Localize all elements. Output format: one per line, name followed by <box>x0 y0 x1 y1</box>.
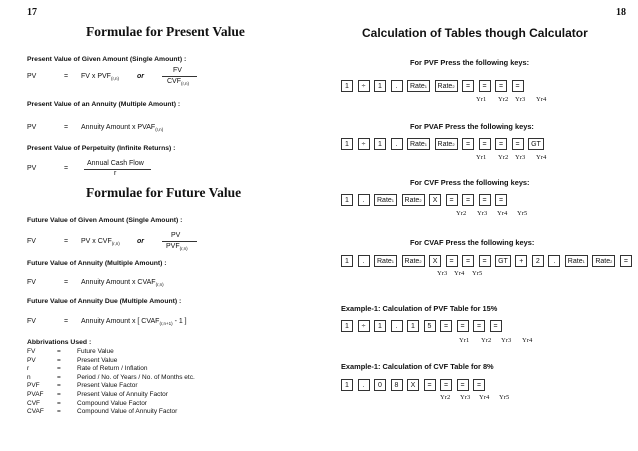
year-label: Yr5 <box>472 270 483 277</box>
year-label: Yr4 <box>454 270 465 277</box>
cvaf-lhs: FV <box>27 279 36 286</box>
pvaf-rhs: Annuity Amount x $PVAF_{(r,n)}$ <box>81 124 164 132</box>
year-label: Yr4 <box>536 154 547 161</box>
cvaf-keys <box>341 255 632 267</box>
calculator-key: GT <box>528 138 544 150</box>
cvaf-eq: = <box>64 279 69 286</box>
calculator-key: = <box>512 138 524 150</box>
abbreviation-row <box>27 357 195 366</box>
calculator-key: . <box>391 80 403 92</box>
abbr-value: Present Value of Annuity Factor <box>77 390 168 398</box>
page-number-left: 17 <box>27 7 37 18</box>
abbr-value: Compound Value Factor <box>77 399 147 407</box>
year-label: Yr5 <box>517 210 528 217</box>
calculator-key: = <box>440 379 452 391</box>
abbr-eq: = <box>57 348 61 355</box>
fv-formula-part1: PV x $CVF_{(r,n)}$ <box>81 238 120 246</box>
pvf-keys <box>341 80 524 92</box>
heading-future-value: Formulae for Future Value <box>86 185 242 200</box>
due-lhs: FV <box>27 318 36 325</box>
section-pv-annuity: Present Value of an Annuity (Multiple Amount) : <box>27 101 181 108</box>
abbreviations-title: Abbrivations Used : <box>27 339 92 346</box>
year-label: Yr2 <box>498 96 509 103</box>
abbr-eq: = <box>57 390 61 398</box>
section-annuity-due: Future Value of Annuity Due (Multiple Amount) : <box>27 298 182 305</box>
abbr-value: Future Value <box>77 348 114 355</box>
pvaf-keys <box>341 138 544 150</box>
calculator-key: = <box>620 255 632 267</box>
fv-frac-num: PV <box>171 232 181 239</box>
abbr-eq: = <box>57 382 61 390</box>
calculator-key: = <box>479 194 491 206</box>
cvf-title: For CVF Press the following keys: <box>410 178 530 187</box>
calculator-key: = <box>446 194 458 206</box>
fv-formula-or: or <box>137 238 144 245</box>
calculator-key: Rate 1 <box>407 138 430 150</box>
abbreviation-row <box>27 400 195 409</box>
calculator-key: X <box>429 255 441 267</box>
calculator-key: 1 <box>374 80 386 92</box>
year-label: Yr3 <box>460 394 471 401</box>
calculator-key: . <box>391 138 403 150</box>
calculator-key: 1 <box>341 138 353 150</box>
abbr-eq: = <box>57 408 61 416</box>
cvaf-title: For CVAF Press the following keys: <box>410 238 535 247</box>
example1-title: Example-1: Calculation of PVF Table for 15% <box>341 304 498 313</box>
calculator-key: = <box>495 80 507 92</box>
year-label: Yr4 <box>536 96 547 103</box>
fv-formula-lhs: FV <box>27 238 36 245</box>
pv-frac-bar <box>162 76 197 77</box>
calculator-key: = <box>473 320 485 332</box>
calculator-key: = <box>440 320 452 332</box>
year-label: Yr4 <box>479 394 490 401</box>
section-fv-annuity: Future Value of Annuity (Multiple Amount) : <box>27 260 167 267</box>
year-label: Yr4 <box>497 210 508 217</box>
year-label: Yr1 <box>476 96 487 103</box>
pv-formula-eq: = <box>64 73 69 80</box>
abbr-value: Present Value <box>77 356 118 364</box>
calculator-key: . <box>358 379 370 391</box>
calculator-key: 0 <box>374 379 386 391</box>
calculator-key: = <box>457 379 469 391</box>
abbr-value: Period / No. of Years / No. of Months etc. <box>77 373 195 381</box>
abbr-key: CVF <box>27 399 40 407</box>
calculator-key: 1 <box>341 255 353 267</box>
calculator-key: = <box>495 194 507 206</box>
calculator-key: 1 <box>341 320 353 332</box>
calculator-key: Rate 2 <box>435 80 458 92</box>
abbr-key: r <box>27 365 30 373</box>
calculator-key: 1 <box>341 80 353 92</box>
calculator-key: . <box>548 255 560 267</box>
calculator-key: = <box>479 80 491 92</box>
section-pv-single: Present Value of Given Amount (Single Amount) : <box>27 56 187 63</box>
perp-lhs: PV <box>27 165 37 172</box>
cvaf-rhs: Annuity Amount x $CVAF_{(r,n)}$ <box>81 279 164 287</box>
abbr-key: FV <box>27 348 36 355</box>
pvaf-title: For PVAF Press the following keys: <box>410 122 534 131</box>
section-perpetuity: Present Value of Perpetuity (Infinite Returns) : <box>27 145 176 152</box>
perp-frac-den: r <box>114 170 117 177</box>
abbreviations-list <box>27 348 195 417</box>
year-label: Yr2 <box>498 154 509 161</box>
year-label: Yr2 <box>456 210 467 217</box>
abbreviation-row <box>27 365 195 374</box>
calculator-key: Rate 1 <box>374 255 397 267</box>
calculator-key: = <box>512 80 524 92</box>
example1-keys <box>341 320 502 332</box>
pv-frac-den: $CVF_{(r,n)}$ <box>167 78 190 86</box>
pvaf-eq: = <box>64 124 69 131</box>
pv-formula-lhs: PV <box>27 73 37 80</box>
abbr-key: PVAF <box>27 390 44 398</box>
abbr-value: Rate of Return / Inflation <box>77 365 148 373</box>
calculator-key: 1 <box>341 194 353 206</box>
calculator-key: + <box>515 255 527 267</box>
year-label: Yr3 <box>477 210 488 217</box>
calculator-key: 5 <box>424 320 436 332</box>
calculator-key: 1 <box>374 320 386 332</box>
example2-keys <box>341 379 485 391</box>
due-eq: = <box>64 318 69 325</box>
abbreviation-row <box>27 374 195 383</box>
calculator-key: = <box>479 138 491 150</box>
perp-frac-bar <box>84 169 151 170</box>
example2-title: Example-1: Calculation of CVF Table for 8% <box>341 362 494 371</box>
calculator-key: ÷ <box>358 320 370 332</box>
pvf-title: For PVF Press the following keys: <box>410 58 530 67</box>
year-label: Yr3 <box>437 270 448 277</box>
pv-frac-num: FV <box>173 67 182 74</box>
abbreviation-row <box>27 408 195 417</box>
perp-eq: = <box>64 165 69 172</box>
fv-frac-bar <box>162 241 197 242</box>
abbr-eq: = <box>57 399 61 407</box>
calculator-key: = <box>462 138 474 150</box>
due-rhs: Annuity Amount x [ $CVAF_{(r,n+1)} - 1$ ] <box>81 318 187 326</box>
fv-formula-eq: = <box>64 238 69 245</box>
abbr-eq: = <box>57 356 61 364</box>
calculator-key: 2 <box>532 255 544 267</box>
calculator-key: Rate 2 <box>435 138 458 150</box>
abbr-eq: = <box>57 373 61 381</box>
pvaf-lhs: PV <box>27 124 37 131</box>
abbr-key: PVF <box>27 382 40 390</box>
fv-frac-den: $PVF_{(r,n)}$ <box>166 243 188 251</box>
heading-calculator: Calculation of Tables though Calculator <box>362 26 588 40</box>
calculator-key: ÷ <box>358 138 370 150</box>
year-label: Yr3 <box>515 96 526 103</box>
calculator-key: . <box>358 255 370 267</box>
calculator-key: 1 <box>341 379 353 391</box>
abbreviation-row <box>27 348 195 357</box>
calculator-key: . <box>358 194 370 206</box>
calculator-key: . <box>391 320 403 332</box>
year-label: Yr2 <box>481 337 492 344</box>
abbr-key: CVAF <box>27 408 44 416</box>
year-label: Yr1 <box>476 154 487 161</box>
calculator-key: = <box>424 379 436 391</box>
year-label: Yr5 <box>499 394 510 401</box>
cvf-keys <box>341 194 507 206</box>
calculator-key: ÷ <box>358 80 370 92</box>
year-label: Yr4 <box>522 337 533 344</box>
perp-frac-num: Annual Cash Flow <box>87 160 144 167</box>
abbr-key: n <box>27 373 31 381</box>
calculator-key: X <box>407 379 419 391</box>
pv-formula-or: or <box>137 73 144 80</box>
pv-formula-part1: FV x $PVF_{(r,n)}$ <box>81 73 119 81</box>
calculator-key: Rate 2 <box>592 255 615 267</box>
calculator-key: = <box>479 255 491 267</box>
calculator-key: = <box>462 194 474 206</box>
calculator-key: Rate 2 <box>402 194 425 206</box>
calculator-key: 1 <box>407 320 419 332</box>
year-label: Yr1 <box>459 337 470 344</box>
year-label: Yr3 <box>501 337 512 344</box>
calculator-key: 1 <box>374 138 386 150</box>
calculator-key: = <box>462 255 474 267</box>
year-label: Yr3 <box>515 154 526 161</box>
calculator-key: Rate 2 <box>402 255 425 267</box>
calculator-key: = <box>462 80 474 92</box>
calculator-key: 8 <box>391 379 403 391</box>
calculator-key: = <box>490 320 502 332</box>
abbr-key: PV <box>27 356 36 364</box>
calculator-key: Rate 1 <box>407 80 430 92</box>
page-number-right: 18 <box>616 7 626 18</box>
calculator-key: Rate 1 <box>565 255 588 267</box>
heading-present-value: Formulae for Present Value <box>86 24 245 39</box>
abbr-value: Present Value Factor <box>77 382 138 390</box>
year-label: Yr2 <box>440 394 451 401</box>
calculator-key: = <box>473 379 485 391</box>
abbreviation-row <box>27 391 195 400</box>
section-fv-single: Future Value of Given Amount (Single Amount) : <box>27 217 183 224</box>
abbr-eq: = <box>57 365 61 373</box>
calculator-key: X <box>429 194 441 206</box>
calculator-key: = <box>495 138 507 150</box>
calculator-key: = <box>457 320 469 332</box>
abbr-value: Compound Value of Annuity Factor <box>77 408 178 416</box>
abbreviation-row <box>27 382 195 391</box>
calculator-key: GT <box>495 255 511 267</box>
calculator-key: = <box>446 255 458 267</box>
calculator-key: Rate 1 <box>374 194 397 206</box>
